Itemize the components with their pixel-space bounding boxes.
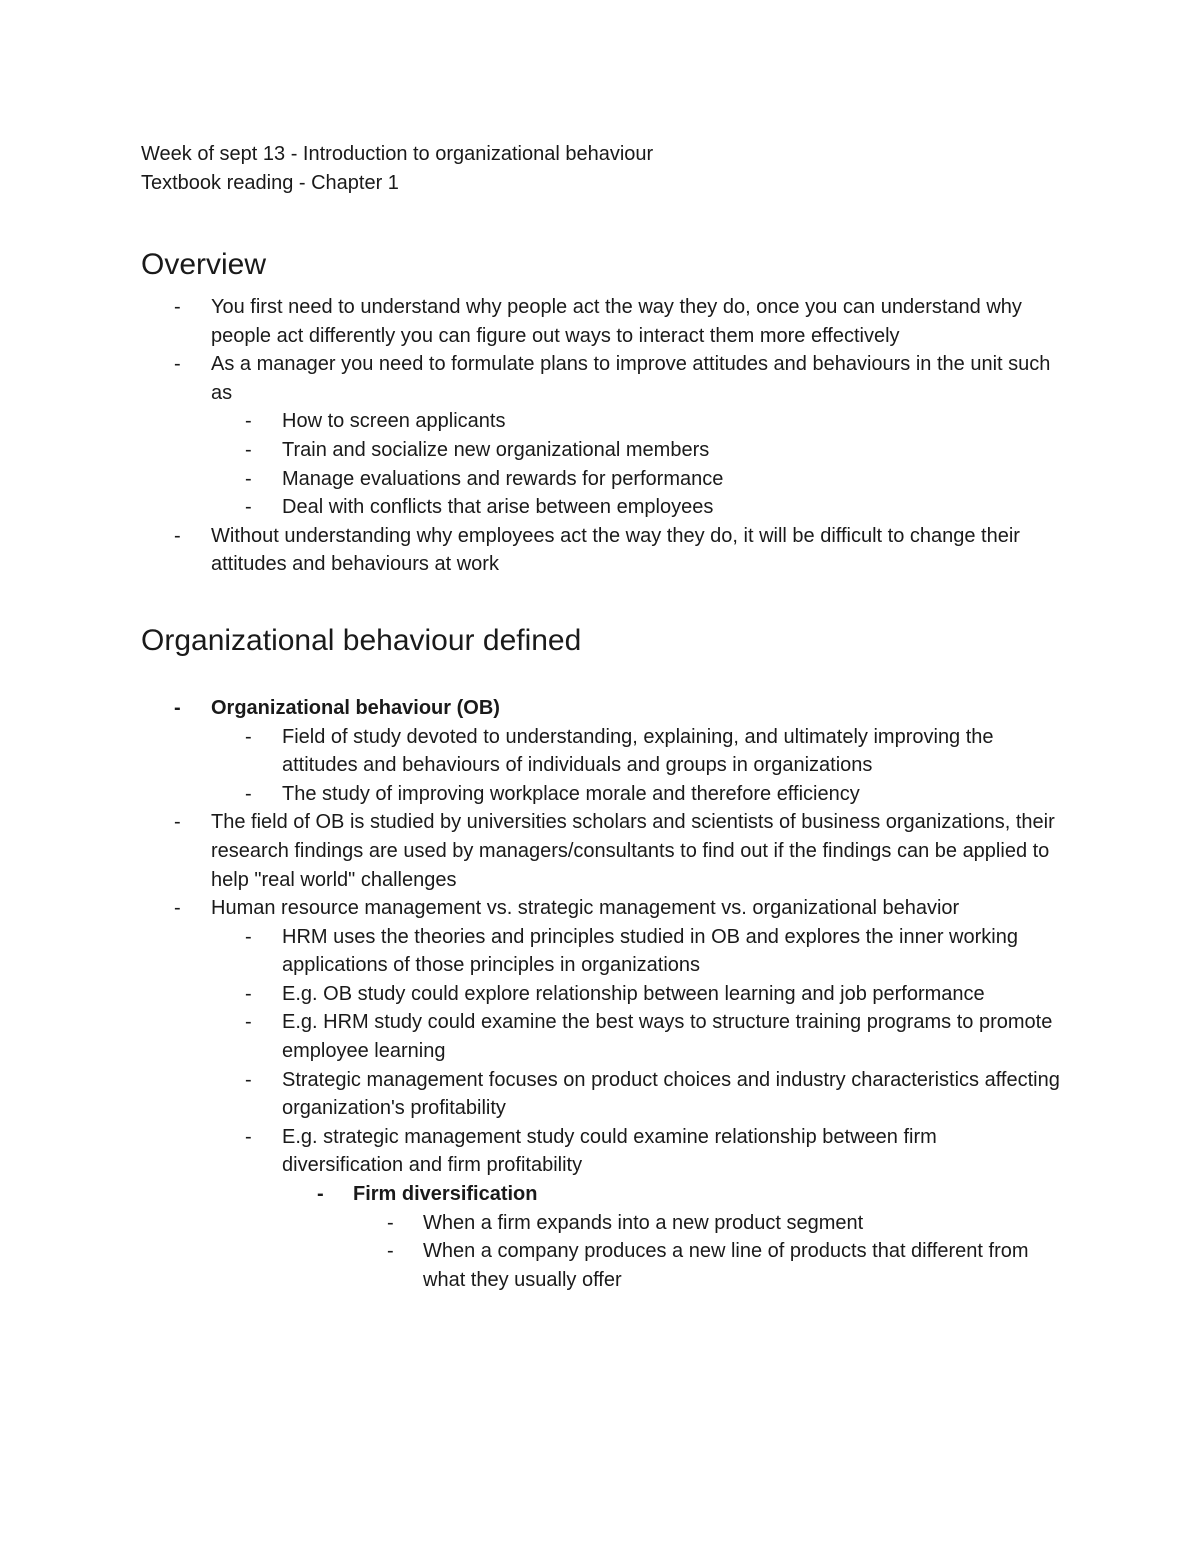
list-item-text: Without understanding why employees act the way they do, it will be difficult to change their attitudes and behaviours at work (211, 524, 1020, 576)
bullet-marker: - (245, 982, 252, 1005)
bullet-marker: - (317, 1183, 324, 1206)
bullet-marker: - (245, 725, 252, 748)
list-item (141, 923, 1060, 980)
bullet-marker: - (387, 1240, 394, 1263)
list-item-text: Manage evaluations and rewards for performance (282, 467, 724, 490)
bullet-marker: - (387, 1211, 394, 1234)
bullet-marker: - (174, 696, 181, 719)
list-item (141, 1237, 1060, 1294)
list-item-text: You first need to understand why people act the way they do, once you can understand why people act differently you can figure out ways to interact them more effectively (211, 296, 1022, 347)
ob-defined-list (141, 694, 1060, 1294)
list-item (141, 350, 1060, 407)
list-item (141, 894, 1060, 923)
list-item-text: HRM uses the theories and principles studied in OB and explores the inner working applications of those principles in organizations (282, 925, 1018, 977)
bullet-marker: - (245, 925, 252, 948)
list-item-text: Strategic management focuses on product choices and industry characteristics affecting organization's profitability (282, 1068, 1060, 1120)
list-item (141, 1066, 1060, 1123)
bullet-marker: - (174, 353, 181, 376)
list-item-text: When a company produces a new line of products that different from what they usually offer (423, 1240, 1029, 1291)
list-item-text: The field of OB is studied by universities scholars and scientists of business organizations, their research findings are used by managers/consultants to find out if the findings can be applied to help "real world" challenges (211, 811, 1055, 891)
list-item (141, 980, 1060, 1009)
list-item-text: Deal with conflicts that arise between employees (282, 496, 714, 519)
list-item-text: E.g. OB study could explore relationship between learning and job performance (282, 982, 985, 1005)
bullet-marker: - (245, 1125, 252, 1148)
list-item (141, 1209, 1060, 1238)
list-item (141, 465, 1060, 494)
header-reading-line: Textbook reading - Chapter 1 (141, 172, 399, 194)
list-item (141, 780, 1060, 809)
section-heading-overview: Overview (141, 248, 267, 281)
list-item-text: E.g. strategic management study could examine relationship between firm diversification and firm profitability (282, 1125, 937, 1177)
bullet-marker: - (174, 524, 181, 547)
list-item-text: Firm diversification (353, 1183, 538, 1206)
bullet-marker: - (245, 496, 252, 519)
list-item (141, 293, 1060, 350)
list-item-text: E.g. HRM study could examine the best ways to structure training programs to promote employee learning (282, 1011, 1053, 1063)
list-item-text: The study of improving workplace morale and therefore efficiency (282, 782, 860, 805)
list-item-text: Organizational behaviour (OB) (211, 696, 500, 719)
list-item-text: When a firm expands into a new product segment (423, 1211, 864, 1234)
list-item (141, 522, 1060, 579)
overview-list (141, 293, 1060, 579)
section-heading-ob-defined: Organizational behaviour defined (141, 623, 582, 657)
bullet-marker: - (245, 467, 252, 490)
list-item-text: Train and socialize new organizational members (282, 438, 710, 461)
list-item (141, 1123, 1060, 1180)
bullet-marker: - (245, 438, 252, 461)
bullet-marker: - (174, 897, 181, 920)
header-week-line: Week of sept 13 - Introduction to organizational behaviour (141, 143, 654, 165)
list-item-text: As a manager you need to formulate plans to improve attitudes and behaviours in the unit such as (211, 353, 1051, 404)
list-item (141, 1008, 1060, 1065)
bullet-marker: - (245, 782, 252, 805)
bullet-marker: - (245, 1068, 252, 1091)
list-item (141, 493, 1060, 522)
list-item (141, 694, 1060, 723)
list-item (141, 808, 1060, 894)
bullet-marker: - (245, 410, 252, 433)
bullet-marker: - (245, 1011, 252, 1034)
bullet-marker: - (174, 296, 181, 318)
list-item-text: Field of study devoted to understanding, explaining, and ultimately improving the attitudes and behaviours of individuals and groups in organizations (282, 725, 994, 777)
list-item-text: How to screen applicants (282, 410, 506, 433)
list-item-text: Human resource management vs. strategic management vs. organizational behavior (211, 897, 960, 920)
list-item (141, 1180, 1060, 1209)
bullet-marker: - (174, 811, 181, 834)
list-item (141, 407, 1060, 436)
list-item (141, 436, 1060, 465)
list-item (141, 723, 1060, 780)
